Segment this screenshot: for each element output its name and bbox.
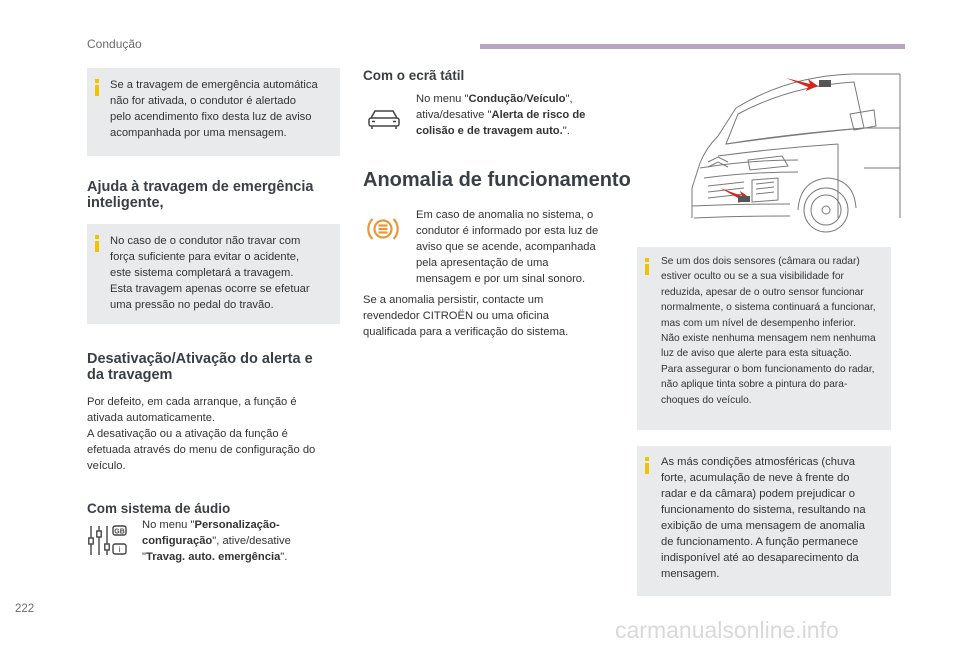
- audio-menu: Personalização- configuração: [142, 519, 280, 547]
- audio-mid: ", ative/desative ": [142, 535, 291, 563]
- note-no-activation-text: Se a travagem de emergência automática não for ativada, o condutor é alertado pelo acendimento fixo desta luz de aviso acompanhada por uma mensagem.: [110, 79, 318, 139]
- heading-ajuda-travagem: Ajuda à travagem de emergência inteligente,: [87, 179, 314, 211]
- touch-slash: /: [523, 93, 527, 105]
- car-settings-icon: [368, 108, 400, 130]
- heading-anomalia: Anomalia de funcionamento: [363, 169, 631, 191]
- info-marker-icon: [95, 79, 99, 96]
- note-sensors-text: Se um dos dois sensores (câmara ou radar) estiver oculto ou se a sua visibilidade for reduzida, apesar de o outro sensor funcionar normalmente, o sistema continuará a funcionar, mas com um nível de desempenho inferior. Não existe nenhuma mensagem nem nenhuma luz de aviso que alerte para esta situação. Para assegurar o bom funcionamento do radar, não aplique tinta sobre a pintura do para- choques do veículo.: [661, 256, 876, 406]
- watermark: carmanualsonline.info: [615, 617, 839, 643]
- section-title: Condução: [87, 37, 142, 51]
- touch-item: Alerta de risco de colisão e de travagem auto.: [416, 109, 586, 137]
- audio-icon-gb: GB: [114, 528, 125, 536]
- touch-menu: Condução: [468, 93, 524, 105]
- audio-settings-icon: [88, 522, 128, 558]
- note-sensors: [637, 247, 891, 430]
- heading-desativacao: Desativação/Ativação do alerta e da travagem: [87, 351, 313, 383]
- note-weather: [637, 446, 891, 596]
- note-travagem-completa-text: No caso de o condutor não travar com força suficiente para evitar o acidente, este sistema completará a travagem. Esta travagem apenas ocorre se efetuar uma pressão no pedal do travão.: [110, 235, 310, 311]
- info-marker-icon: [95, 235, 99, 252]
- note-weather-text: As más condições atmosféricas (chuva forte, acumulação de neve à frente do radar e da câmara) podem prejudicar o funcionamento do sistema, resultando na exibição de uma mensagem de anomalia de funcionamento. A função permanece indisponível até ao desaparecimento da mensagem.: [661, 456, 866, 580]
- header-bar: [480, 44, 905, 49]
- touch-instruction: [416, 91, 616, 139]
- audio-instruction: [142, 517, 342, 565]
- warning-light-icon: [366, 212, 400, 246]
- heading-sistema-audio: Com sistema de áudio: [87, 501, 231, 516]
- van-illustration: [678, 68, 908, 240]
- page-number: 222: [15, 603, 35, 615]
- audio-icon-i: i: [118, 545, 121, 554]
- audio-post: ".: [280, 551, 288, 563]
- audio-item: Travag. auto. emergência: [145, 551, 281, 563]
- heading-ecra-tatil: Com o ecrã tátil: [363, 68, 465, 83]
- persist-text: Se a anomalia persistir, contacte um revendedor CITROËN ou uma oficina qualificada para a verificação do sistema.: [363, 294, 569, 338]
- info-marker-icon: [645, 258, 649, 275]
- anomalia-text: Em caso de anomalia no sistema, o condutor é informado por esta luz de aviso que se acende, acompanhada pela apresentação de uma mensagem e por um sinal sonoro.: [416, 209, 599, 285]
- touch-post: ".: [562, 125, 570, 137]
- touch-mid: ", ativa/desative ": [416, 93, 573, 121]
- desativacao-text: Por defeito, em cada arranque, a função é ativada automaticamente. A desativação ou a ativação da função é efetuada através do menu de configuração do veículo.: [87, 396, 316, 472]
- note-travagem-completa: [87, 224, 340, 324]
- touch-menu2: Veículo: [526, 93, 566, 105]
- note-no-activation: [87, 68, 340, 156]
- touch-pre: No menu ": [416, 93, 469, 105]
- audio-pre: No menu ": [142, 519, 195, 531]
- info-marker-icon: [645, 457, 649, 474]
